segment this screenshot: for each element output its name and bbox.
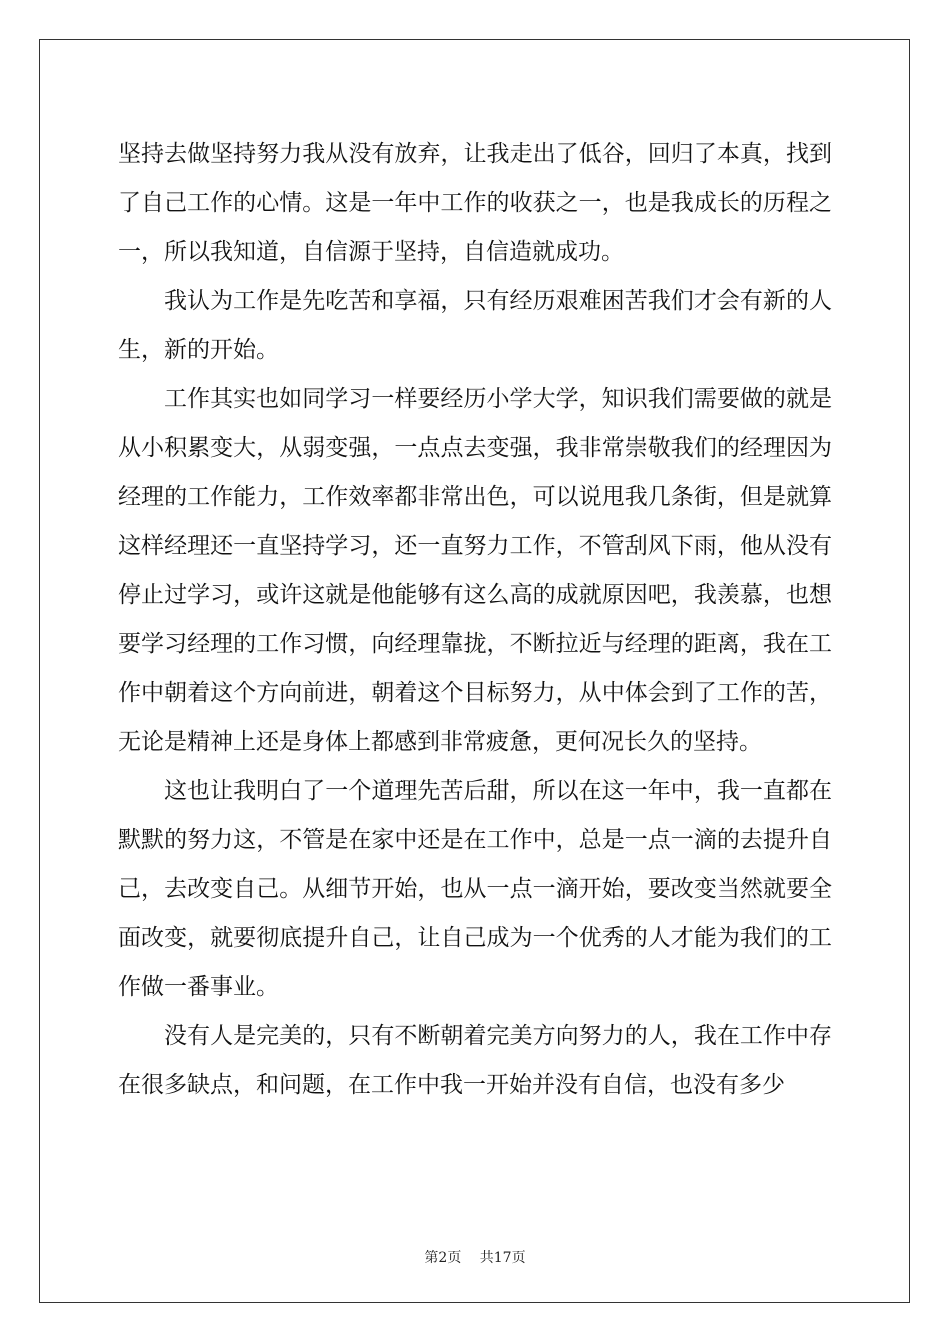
page-number: 第2页 共17页 — [424, 1250, 526, 1266]
paragraph-1: 坚持去做坚持努力我从没有放弃，让我走出了低谷，回归了本真，找到了自己工作的心情。这是一年中工作的收获之一，也是我成长的历程之一，所以我知道，自信源于坚持，自信造就成功。 — [118, 141, 832, 265]
paragraph-5: 没有人是完美的，只有不断朝着完美方向努力的人，我在工作中存在很多缺点，和问题，在工作中我一开始并没有自信，也没有多少 — [118, 1023, 832, 1098]
paragraph-2: 我认为工作是先吃苦和享福，只有经历艰难困苦我们才会有新的人生，新的开始。 — [118, 288, 832, 363]
paragraph-4: 这也让我明白了一个道理先苦后甜，所以在这一年中，我一直都在默默的努力这，不管是在家中还是在工作中，总是一点一滴的去提升自己，去改变自己。从细节开始，也从一点一滴开始，要改变当然就要全面改变，就要彻底提升自己，让自己成为一个优秀的人才能为我们的工作做一番事业。 — [118, 778, 832, 1000]
paragraph-3: 工作其实也如同学习一样要经历小学大学，知识我们需要做的就是从小积累变大，从弱变强，一点点去变强，我非常崇敬我们的经理因为经理的工作能力，工作效率都非常出色，可以说甩我几条街，但是就算这样经理还一直坚持学习，还一直努力工作，不管刮风下雨，他从没有停止过学习，或许这就是他能够有这么高的成就原因吧，我羡慕，也想要学习经理的工作习惯，向经理靠拢，不断拉近与经理的距离，我在工作中朝着这个方向前进，朝着这个目标努力，从中体会到了工作的苦，无论是精神上还是身体上都感到非常疲惫，更何况长久的坚持。 — [118, 386, 832, 755]
document-body — [118, 130, 832, 1110]
